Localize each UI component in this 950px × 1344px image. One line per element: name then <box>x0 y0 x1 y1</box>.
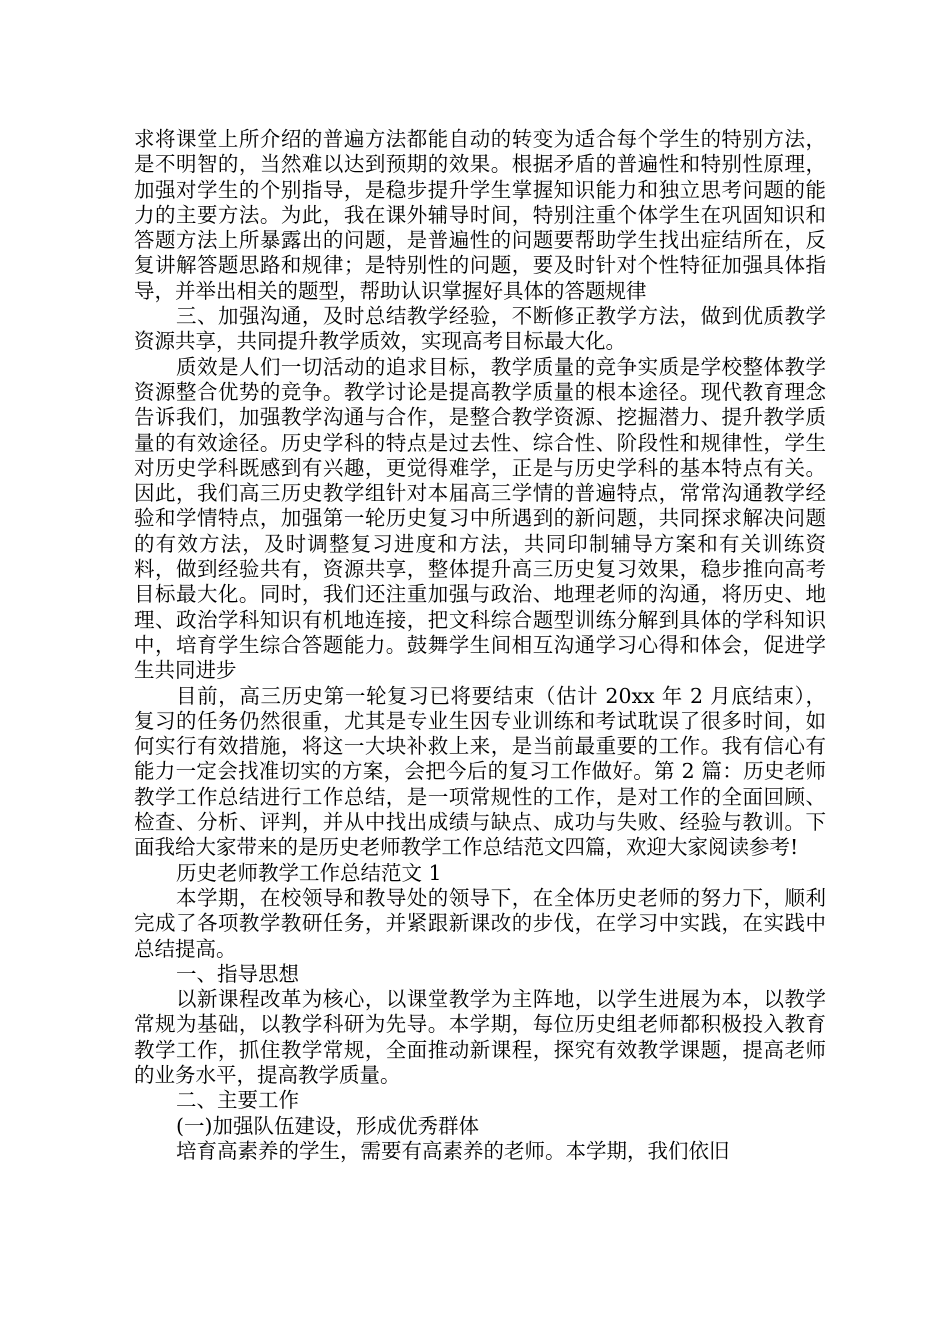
heading-section-three: 三、加强沟通，及时总结教学经验，不断修正教学方法，做到优质教学资源共享，共同提升教学质效，实现高考目标最大化。 <box>134 304 826 354</box>
paragraph-guiding-ideology: 以新课程改革为核心，以课堂教学为主阵地，以学生进展为本，以教学常规为基础，以教学科研为先导。本学期，每位历史组老师都积极投入教育教学工作，抓住教学常规，全面推动新课程，探究有效教学课题，提高老师的业务水平，提高教学质量。 <box>134 987 826 1087</box>
heading-main-work: 二、主要工作 <box>176 1088 300 1113</box>
paragraph-semester-intro: 本学期，在校领导和教导处的领导下，在全体历史老师的努力下，顺利完成了各项教学教研任务，并紧跟新课改的步伐，在学习中实践，在实践中总结提高。 <box>134 885 826 961</box>
heading-guiding-ideology: 一、指导思想 <box>176 961 300 986</box>
document-body <box>134 127 826 1164</box>
heading-team-building: (一)加强队伍建设，形成优秀群体 <box>176 1113 480 1138</box>
paragraph-teacher-quality: 培育高素养的学生，需要有高素养的老师。本学期，我们依旧 <box>176 1138 730 1163</box>
paragraph-individual-guidance: 求将课堂上所介绍的普遍方法都能自动的转变为适合每个学生的特别方法，是不明智的，当然难以达到预期的效果。根据矛盾的普遍性和特别性原理，加强对学生的个别指导，是稳步提升学生掌握知识能力和独立思考问题的能力的主要方法。为此，我在课外辅导时间，特别注重个体学生在巩固知识和答题方法上所暴露出的问题，是普遍性的问题要帮助学生找出症结所在，反复讲解答题思路和规律；是特别性的问题，要及时针对个性特征加强具体指导，并举出相关的题型，帮助认识掌握好具体的答题规律 <box>134 127 826 303</box>
paragraph-current-progress: 目前，高三历史第一轮复习已将要结束（估计 20xx 年 2 月底结束），复习的任务仍然很重，尤其是专业生因专业训练和考试耽误了很多时间，如何实行有效措施，将这一大块补救上来，是当前最重要的工作。我有信心有能力一定会找准切实的方案，会把今后的复习工作做好。第 2 篇：历史老师教学工作总结进行工作总结，是一项常规性的工作，是对工作的全面回顾、检查、分析、评判，并从中找出成绩与缺点、成功与失败、经验与教训。下面我给大家带来的是历史老师教学工作总结范文四篇，欢迎大家阅读参考! <box>134 683 826 860</box>
paragraph-teaching-communication: 质效是人们一切活动的追求目标，教学质量的竞争实质是学校整体教学资源整合优势的竞争。教学讨论是提高教学质量的根本途径。现代教育理念告诉我们，加强教学沟通与合作，是整合教学资源、挖掘潜力、提升教学质量的有效途径。历史学科的特点是过去性、综合性、阶段性和规律性，学生对历史学科既感到有兴趣，更觉得难学，正是与历史学科的基本特点有关。因此，我们高三历史教学组针对本届高三学情的普遍特点，常常沟通教学经验和学情特点，加强第一轮历史复习中所遇到的新问题，共同探求解决问题的有效方法，及时调整复习进度和方法，共同印制辅导方案和有关训练资料，做到经验共有，资源共享，整体提升高三历史复习效果，稳步推向高考目标最大化。同时，我们还注重加强与政治、地理老师的沟通，将历史、地理、政治学科知识有机地连接，把文科综合题型训练分解到具体的学科知识中，培育学生综合答题能力。鼓舞学生间相互沟通学习心得和体会，促进学生共同进步 <box>134 354 826 683</box>
heading-sample-essay-1: 历史老师教学工作总结范文 1 <box>176 860 442 885</box>
